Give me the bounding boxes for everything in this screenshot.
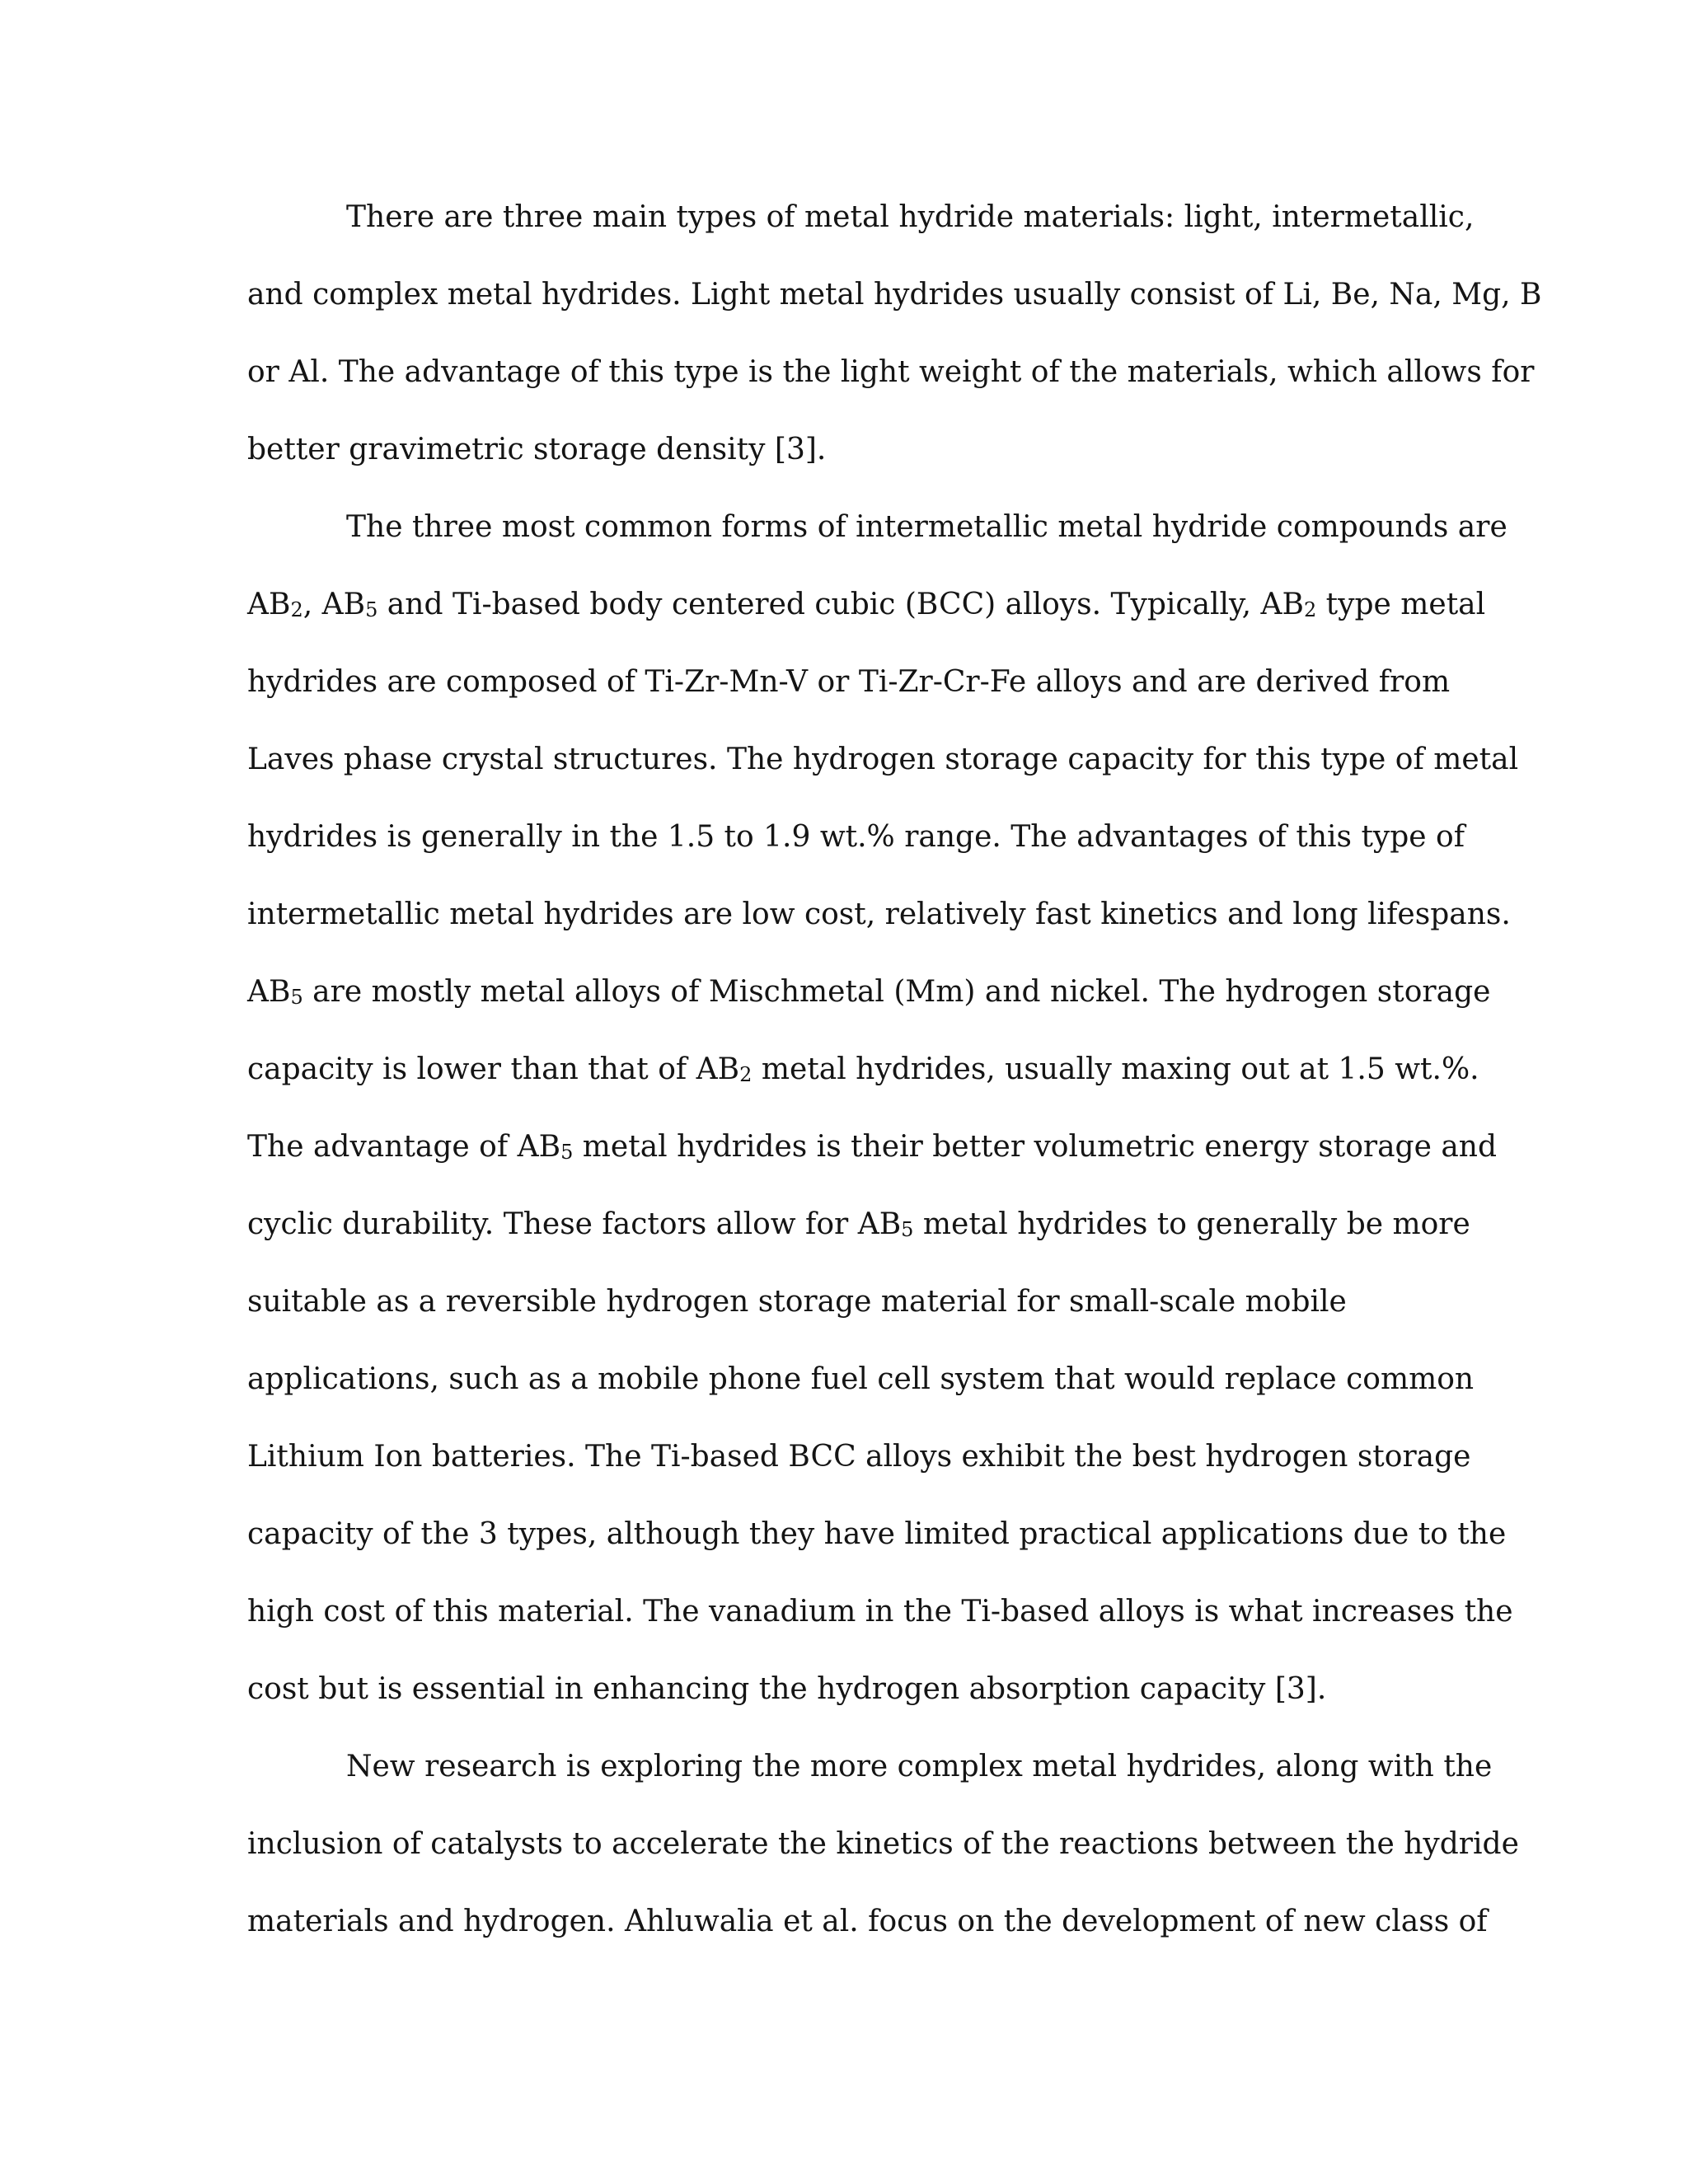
text-line (247, 1198, 1470, 1276)
text-line (247, 966, 1491, 1043)
paragraph (247, 1741, 1519, 1973)
text-line (247, 1508, 1507, 1586)
text-run: cyclic durability. These factors allow for AB (247, 1207, 902, 1241)
text-run: cost but is essential in enhancing the hydrogen absorption capacity [3]. (247, 1672, 1327, 1706)
text-run: suitable as a reversible hydrogen storage material for small-scale mobile (247, 1285, 1347, 1319)
text-run: materials and hydrogen. Ahluwalia et al. focus on the development of new class of (247, 1905, 1488, 1938)
text-line (247, 1586, 1513, 1663)
paragraph (247, 191, 1542, 501)
body-text (247, 191, 1542, 1973)
text-run: There are three main types of metal hydride materials: light, intermetallic, (346, 200, 1475, 234)
text-line (247, 269, 1542, 346)
subscript: 2 (1303, 598, 1317, 621)
text-run: applications, such as a mobile phone fuel cell system that would replace common (247, 1362, 1475, 1396)
text-run: high cost of this material. The vanadium in the Ti-based alloys is what increases the (247, 1595, 1513, 1629)
text-run: intermetallic metal hydrides are low cost, relatively fast kinetics and long lifespans. (247, 898, 1511, 931)
text-line (247, 1896, 1488, 1973)
text-run: metal hydrides, usually maxing out at 1.5 wt.%. (752, 1052, 1479, 1086)
text-run: hydrides are composed of Ti-Zr-Mn-V or Ti-Zr-Cr-Fe alloys and are derived from (247, 665, 1451, 699)
text-run: or Al. The advantage of this type is the light weight of the materials, which allows for (247, 355, 1535, 389)
text-run: are mostly metal alloys of Mischmetal (Mm) and nickel. The hydrogen storage (302, 975, 1491, 1009)
text-run: , AB (302, 588, 366, 621)
text-run: and complex metal hydrides. Light metal hydrides usually consist of Li, Be, Na, Mg, B (247, 278, 1542, 312)
text-line (247, 1276, 1442, 1353)
subscript: 2 (739, 1063, 753, 1086)
text-run: inclusion of catalysts to accelerate the kinetics of the reactions between the hydride (247, 1827, 1519, 1861)
text-run: Lithium Ion batteries. The Ti-based BCC alloys exhibit the best hydrogen storage (247, 1440, 1471, 1474)
text-line (247, 733, 1519, 811)
text-run: The three most common forms of intermetallic metal hydride compounds are (346, 510, 1507, 544)
text-run: capacity of the 3 types, although they have limited practical applications due to the (247, 1517, 1507, 1551)
text-line (247, 1353, 1475, 1431)
text-line (247, 424, 1442, 501)
subscript: 5 (901, 1218, 914, 1241)
text-line (247, 1431, 1471, 1508)
text-line (247, 191, 1475, 269)
text-run: hydrides is generally in the 1.5 to 1.9 wt.% range. The advantages of this type of (247, 820, 1465, 854)
text-line (247, 346, 1535, 424)
subscript: 2 (290, 598, 303, 621)
text-run: better gravimetric storage density [3]. (247, 433, 827, 466)
text-line (247, 1818, 1519, 1896)
text-run: New research is exploring the more complex metal hydrides, along with the (346, 1750, 1493, 1783)
text-line (247, 501, 1507, 579)
text-line (247, 579, 1486, 656)
text-line (247, 811, 1465, 888)
text-line (247, 1663, 1442, 1741)
text-run: capacity is lower than that of AB (247, 1052, 740, 1086)
text-run: Laves phase crystal structures. The hydrogen storage capacity for this type of metal (247, 743, 1519, 776)
subscript: 5 (290, 986, 303, 1009)
text-line (247, 656, 1451, 733)
text-run: type metal (1316, 588, 1486, 621)
subscript: 5 (365, 598, 378, 621)
text-run: AB (247, 588, 291, 621)
text-run: metal hydrides to generally be more (913, 1207, 1470, 1241)
text-line (247, 888, 1511, 966)
text-line (247, 1043, 1479, 1121)
text-line (247, 1741, 1493, 1818)
text-run: The advantage of AB (247, 1130, 561, 1164)
paragraph (247, 501, 1519, 1741)
text-run: AB (247, 975, 291, 1009)
text-run: metal hydrides is their better volumetric energy storage and (573, 1130, 1498, 1164)
text-line (247, 1121, 1498, 1198)
text-run: and Ti-based body centered cubic (BCC) alloys. Typically, AB (377, 588, 1304, 621)
subscript: 5 (560, 1141, 574, 1164)
